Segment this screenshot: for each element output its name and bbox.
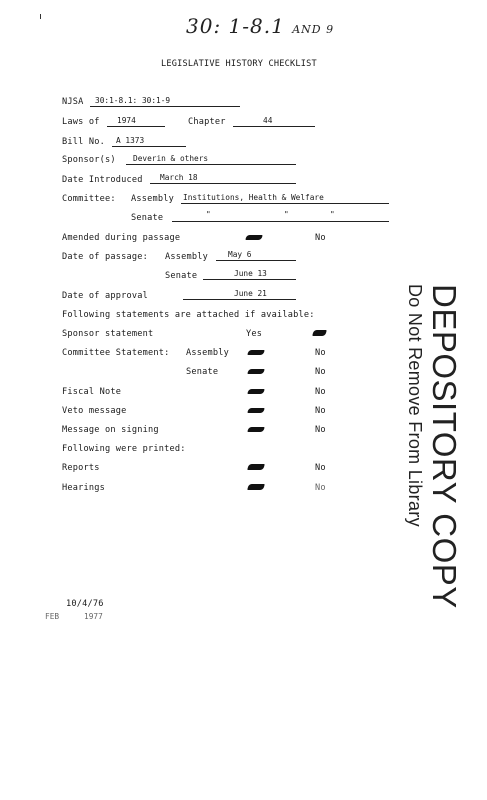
date-introduced-label: Date Introduced — [62, 175, 143, 185]
njsa-underline — [90, 106, 240, 107]
reports-label: Reports — [62, 463, 100, 473]
date-introduced-underline — [150, 183, 296, 184]
hearings-yes-strike — [247, 484, 265, 490]
veto-message-no: No — [315, 406, 326, 416]
chapter-label: Chapter — [188, 117, 226, 127]
stamp-line-2: Do Not Remove From Library — [405, 284, 425, 527]
njsa-label: NJSA — [62, 97, 84, 107]
committee-statement-senate-yes-strike — [247, 369, 264, 374]
laws-of-label: Laws of — [62, 117, 100, 127]
passage-assembly-label: Assembly — [165, 252, 208, 262]
reports-yes-strike — [247, 464, 265, 470]
passage-assembly-value: May 6 — [228, 250, 252, 259]
committee-senate-ditto-3: " — [330, 210, 335, 219]
message-on-signing-label: Message on signing — [62, 425, 159, 435]
committee-assembly-label: Assembly — [131, 194, 174, 204]
bill-no-value: A 1373 — [116, 136, 145, 145]
date-of-approval-underline — [183, 299, 296, 300]
reports-no: No — [315, 463, 326, 473]
laws-of-underline — [107, 126, 165, 127]
footer-stamp-year: 1977 — [84, 612, 103, 621]
handwritten-main: 30: 1-8.1 — [186, 14, 285, 38]
bill-no-label: Bill No. — [62, 137, 105, 147]
veto-message-label: Veto message — [62, 406, 127, 416]
hearings-label: Hearings — [62, 483, 105, 493]
veto-message-yes-strike — [247, 408, 264, 413]
footer-date: 10/4/76 — [66, 599, 104, 609]
passage-senate-label: Senate — [165, 271, 198, 281]
handwritten-suffix: AND 9 — [292, 23, 335, 36]
sponsor-statement-label: Sponsor statement — [62, 329, 154, 339]
hearings-no: No — [315, 483, 326, 493]
attached-heading: Following statements are attached if available: — [62, 310, 315, 320]
committee-statement-label: Committee Statement: — [62, 348, 170, 358]
fiscal-note-label: Fiscal Note — [62, 387, 122, 397]
sponsors-value: Deverin & others — [133, 154, 209, 163]
committee-senate-ditto-2: " — [284, 210, 289, 219]
chapter-underline — [233, 126, 315, 127]
laws-of-value: 1974 — [117, 116, 136, 125]
passage-senate-underline — [203, 279, 296, 280]
fiscal-note-yes-strike — [247, 389, 264, 394]
committee-statement-assembly-label: Assembly — [186, 348, 229, 358]
sponsors-label: Sponsor(s) — [62, 155, 116, 165]
message-on-signing-yes-strike — [247, 427, 264, 432]
handwritten-header — [186, 14, 334, 38]
committee-statement-senate-label: Senate — [186, 367, 219, 377]
page-title: LEGISLATIVE HISTORY CHECKLIST — [161, 59, 317, 69]
committee-assembly-underline — [181, 203, 389, 204]
committee-statement-assembly-no: No — [315, 348, 326, 358]
date-of-approval-value: June 21 — [234, 289, 267, 298]
date-of-passage-label: Date of passage: — [62, 252, 148, 262]
printed-heading: Following were printed: — [62, 444, 186, 454]
chapter-value: 44 — [263, 116, 273, 125]
fiscal-note-no: No — [315, 387, 326, 397]
stamp-line-1: DEPOSITORY COPY — [426, 284, 463, 609]
amended-yes-strike — [245, 235, 262, 240]
footer-stamp-month: FEB — [45, 612, 60, 621]
date-introduced-value: March 18 — [160, 173, 198, 182]
bill-no-underline — [112, 146, 186, 147]
committee-senate-ditto-1: " — [206, 210, 211, 219]
committee-assembly-value: Institutions, Health & Welfare — [183, 193, 324, 202]
corner-mark — [40, 14, 41, 19]
sponsors-underline — [126, 164, 296, 165]
amended-label: Amended during passage — [62, 233, 181, 243]
sponsor-statement-yes: Yes — [246, 329, 263, 339]
committee-statement-assembly-yes-strike — [247, 350, 264, 355]
sponsor-statement-no-strike — [312, 330, 327, 336]
committee-senate-underline — [172, 221, 389, 222]
passage-senate-value: June 13 — [234, 269, 267, 278]
committee-label: Committee: — [62, 194, 116, 204]
date-of-approval-label: Date of approval — [62, 291, 148, 301]
passage-assembly-underline — [216, 260, 296, 261]
njsa-value: 30:1-8.1: 30:1-9 — [95, 96, 171, 105]
amended-no: No — [315, 233, 326, 243]
depository-stamp — [388, 284, 463, 609]
message-on-signing-no: No — [315, 425, 326, 435]
committee-statement-senate-no: No — [315, 367, 326, 377]
committee-senate-label: Senate — [131, 213, 164, 223]
